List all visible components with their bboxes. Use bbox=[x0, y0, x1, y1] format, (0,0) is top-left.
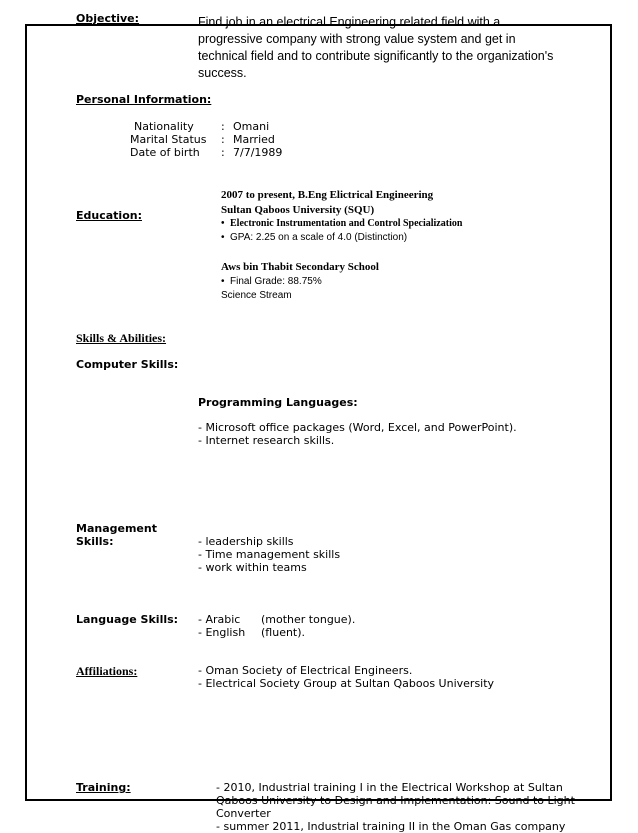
affiliation-item-2: - Electrical Society Group at Sultan Qaboos University bbox=[198, 677, 495, 690]
training-line-4: - summer 2011, Industrial training II in the Oman Gas company bbox=[216, 820, 566, 833]
education-bullet-1: • Electronic Instrumentation and Control Specialization bbox=[221, 218, 463, 229]
personal-value-nationality: Omani bbox=[233, 120, 270, 133]
bullet-icon: • bbox=[221, 232, 225, 243]
language-skills-label: Language Skills: bbox=[76, 613, 179, 626]
bullet-icon: • bbox=[221, 276, 225, 287]
objective-line-4: success. bbox=[198, 66, 247, 80]
objective-line-1: Find job in an electrical Engineering related field with a bbox=[198, 15, 501, 29]
computer-skill-item-2: - Internet research skills. bbox=[198, 434, 335, 447]
personal-sep: : bbox=[221, 120, 225, 133]
management-item-3: - work within teams bbox=[198, 561, 307, 574]
management-item-1: - leadership skills bbox=[198, 535, 294, 548]
bullet-icon: • bbox=[221, 218, 225, 229]
language-arabic-note: (mother tongue). bbox=[261, 613, 356, 626]
personal-value-dob: 7/7/1989 bbox=[233, 146, 283, 159]
language-arabic: - Arabic bbox=[198, 613, 241, 626]
affiliation-item-1: - Oman Society of Electrical Engineers. bbox=[198, 664, 413, 677]
computer-skills-label: Computer Skills: bbox=[76, 358, 179, 371]
education-label: Education: bbox=[76, 209, 142, 222]
objective-label: Objective: bbox=[76, 12, 140, 25]
training-line-3: Converter bbox=[216, 807, 271, 820]
affiliations-label: Affiliations: bbox=[76, 664, 138, 678]
education-school-bullet: • Final Grade: 88.75% bbox=[221, 276, 322, 287]
management-label-1: Management bbox=[76, 522, 157, 535]
personal-sep: : bbox=[221, 133, 225, 146]
education-university: Sultan Qaboos University (SQU) bbox=[221, 204, 375, 216]
personal-label-dob: Date of birth bbox=[130, 146, 200, 159]
training-line-2: Qaboos University to Design and Implementation: Sound to Light bbox=[216, 794, 575, 807]
personal-sep: : bbox=[221, 146, 225, 159]
personal-value-marital: Married bbox=[233, 133, 275, 146]
education-bullet-2: • GPA: 2.25 on a scale of 4.0 (Distinction) bbox=[221, 232, 408, 243]
computer-skill-item-1: - Microsoft office packages (Word, Excel, and PowerPoint). bbox=[198, 421, 517, 434]
management-item-2: - Time management skills bbox=[198, 548, 341, 561]
personal-label-nationality: Nationality bbox=[134, 120, 194, 133]
programming-languages-label: Programming Languages: bbox=[198, 396, 358, 409]
training-line-1: - 2010, Industrial training I in the Electrical Workshop at Sultan bbox=[216, 781, 563, 794]
training-label: Training: bbox=[76, 781, 131, 794]
education-stream: Science Stream bbox=[221, 290, 292, 301]
management-label-2: Skills: bbox=[76, 535, 114, 548]
personal-label-marital: Marital Status bbox=[130, 133, 207, 146]
objective-line-3: technical field and to contribute significantly to the organization's bbox=[198, 49, 554, 63]
personal-heading: Personal Information: bbox=[76, 93, 212, 106]
skills-heading: Skills & Abilities: bbox=[76, 331, 167, 345]
education-school: Aws bin Thabit Secondary School bbox=[221, 261, 379, 273]
language-english-note: (fluent). bbox=[261, 626, 306, 639]
objective-line-2: progressive company with strong value system and get in bbox=[198, 32, 516, 46]
language-english: - English bbox=[198, 626, 246, 639]
education-degree: 2007 to present, B.Eng Elictrical Engineering bbox=[221, 189, 434, 201]
